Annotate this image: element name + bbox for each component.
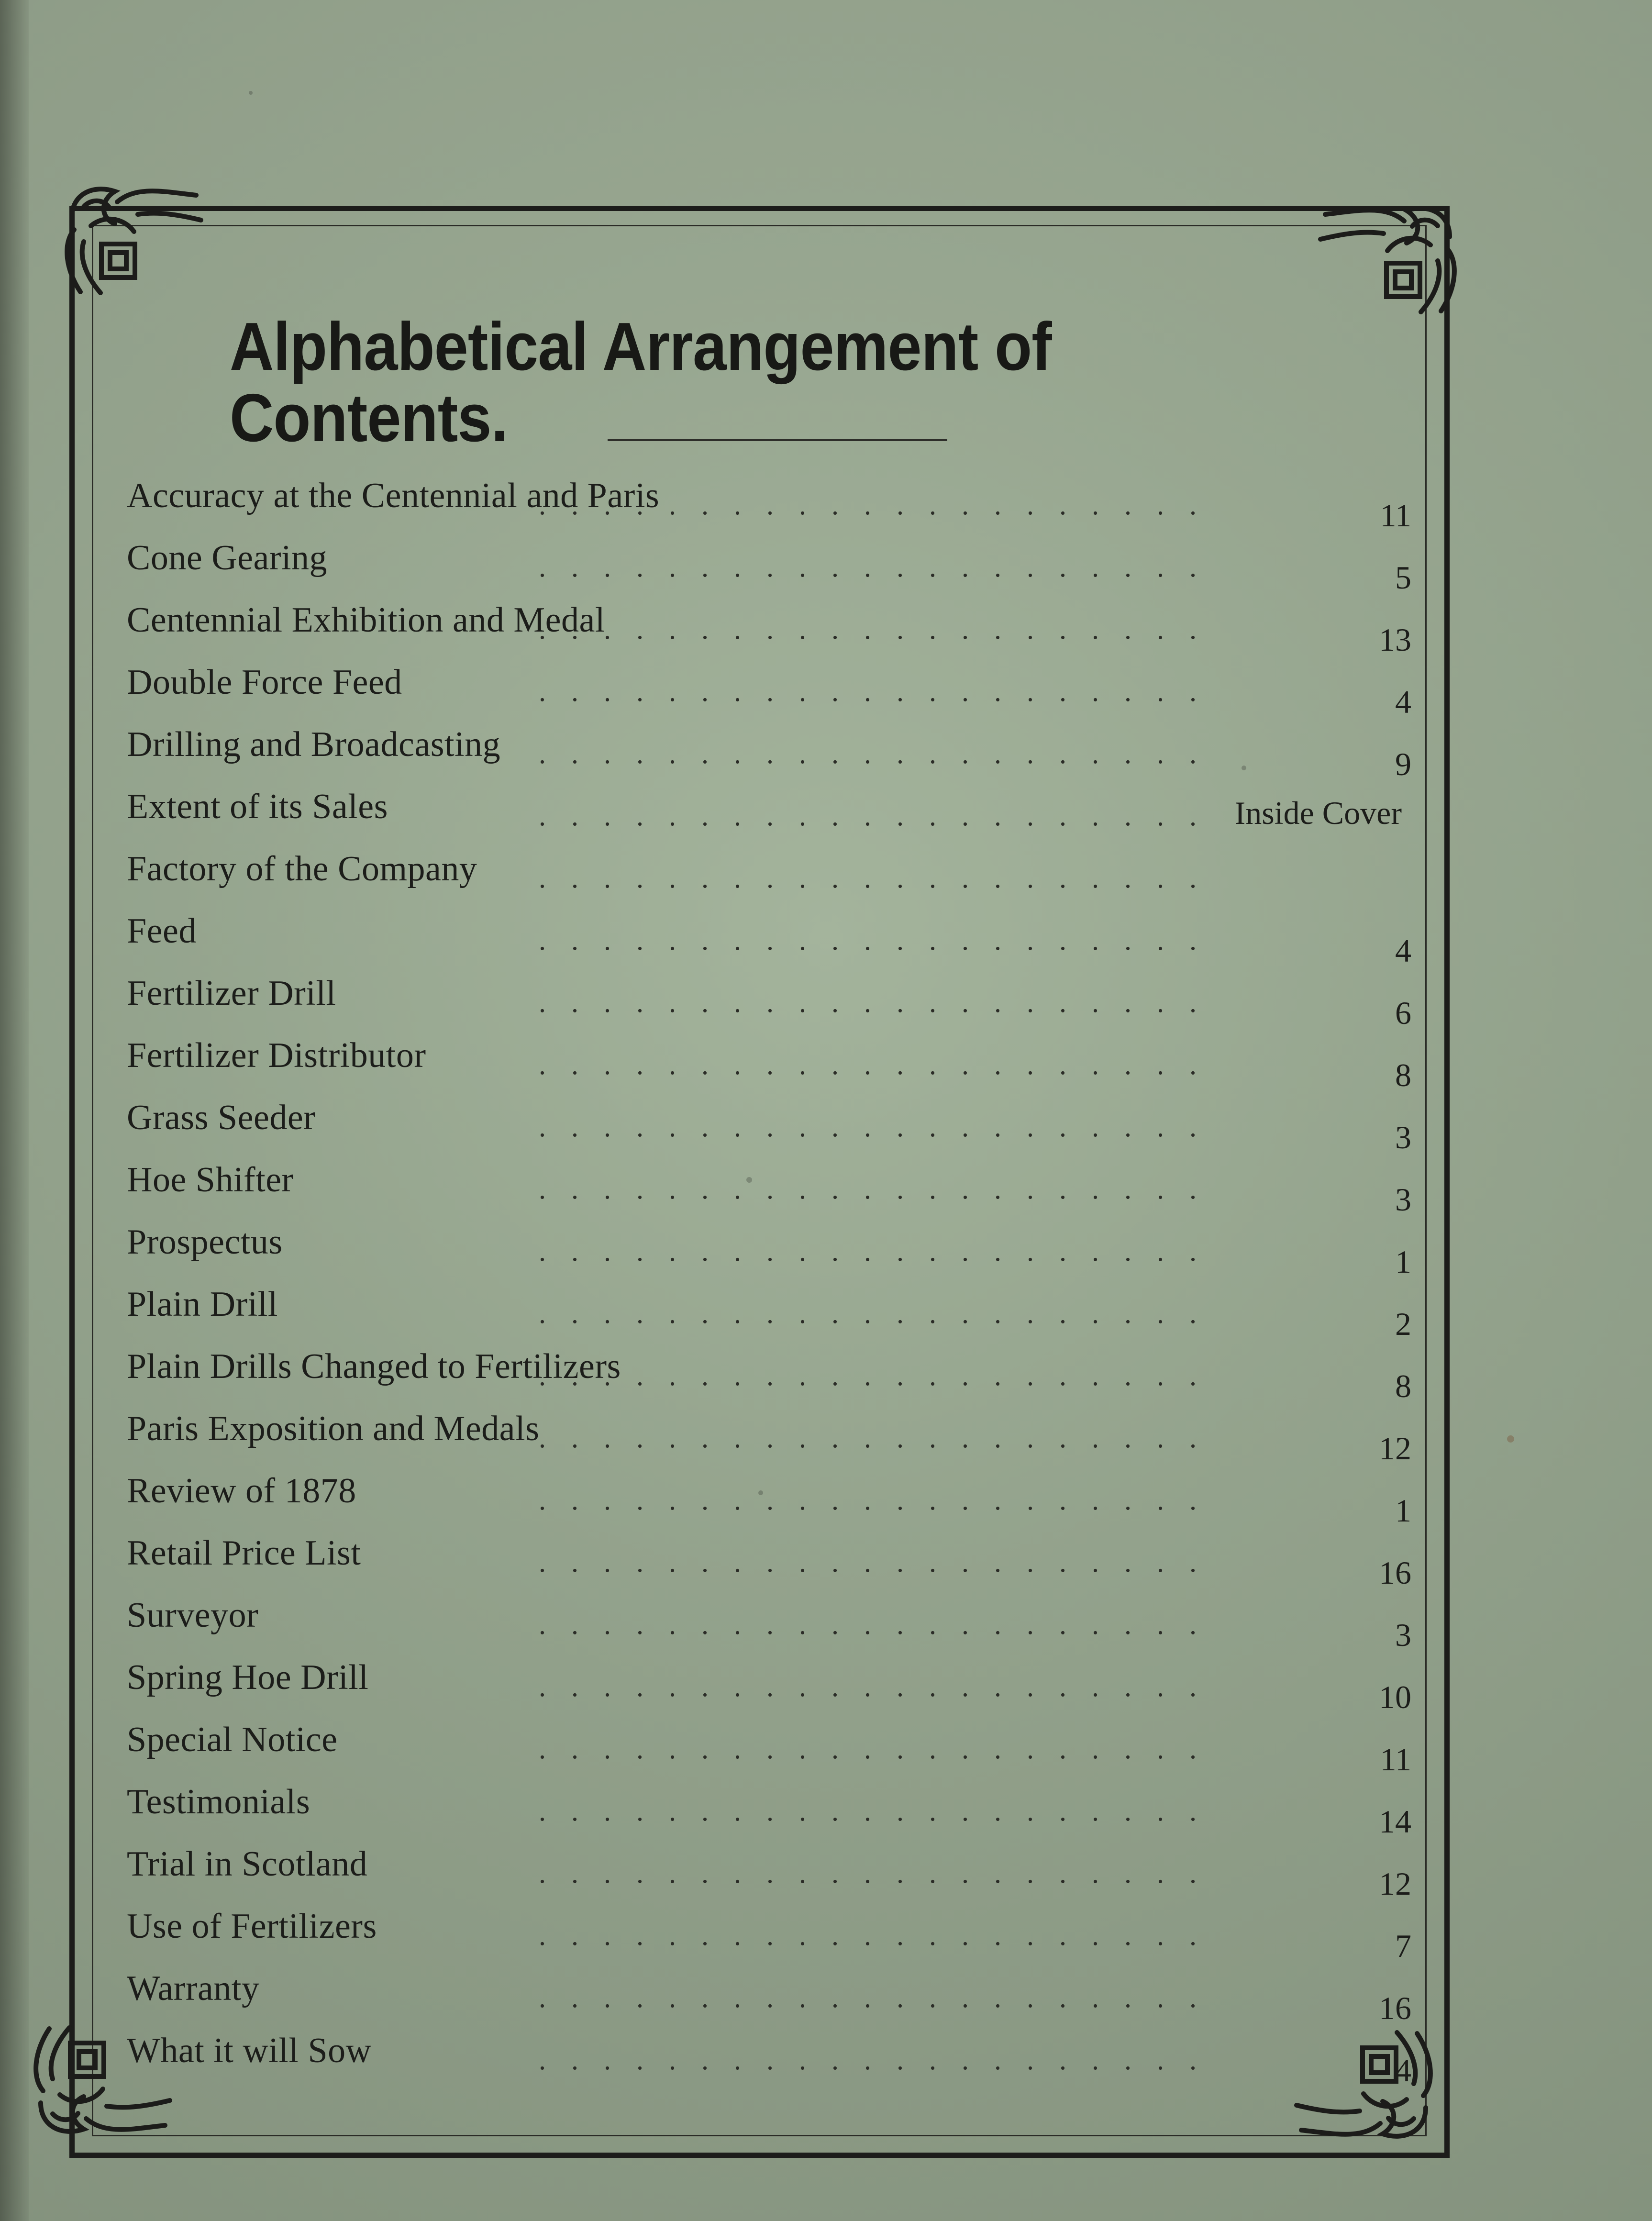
entry-title: Paris Exposition and Medals — [127, 1409, 540, 1448]
entry-page-number: 7 — [1395, 1928, 1411, 1964]
toc-entry — [127, 1840, 1411, 1902]
entry-title: Extent of its Sales — [127, 787, 388, 826]
paper-speck — [746, 1177, 752, 1183]
entry-page-number: 13 — [1379, 622, 1411, 658]
entry-page-number: 6 — [1395, 995, 1411, 1031]
dot-leader: . . . . . . . . . . . . . . . . . . . . . — [539, 2044, 1206, 2076]
toc-entry — [127, 1031, 1411, 1093]
dot-leader: . . . . . . . . . . . . . . . . . . . . . — [539, 1609, 1206, 1640]
dot-leader: . . . . . . . . . . . . . . . . . . . . . — [539, 1111, 1206, 1143]
entry-page-number: 4 — [1395, 2052, 1411, 2088]
toc-entry — [127, 533, 1411, 596]
table-of-contents — [127, 471, 1411, 2088]
toc-entry — [127, 1404, 1411, 1466]
entry-title: Prospectus — [127, 1222, 283, 1262]
dot-leader: . . . . . . . . . . . . . . . . . . . . . — [539, 1920, 1206, 1951]
dot-leader: . . . . . . . . . . . . . . . . . . . . . — [539, 1484, 1206, 1516]
entry-page-number: 3 — [1395, 1181, 1411, 1218]
entry-title: Grass Seeder — [127, 1098, 316, 1137]
entry-page-number: 3 — [1395, 1617, 1411, 1653]
entry-title: Testimonials — [127, 1782, 310, 1821]
dot-leader: . . . . . . . . . . . . . . . . . . . . . — [539, 551, 1206, 583]
toc-entry — [127, 1280, 1411, 1342]
toc-entry — [127, 1653, 1411, 1715]
entry-title: Review of 1878 — [127, 1471, 356, 1510]
toc-entry — [127, 1466, 1411, 1529]
toc-entry — [127, 720, 1411, 782]
entry-page-number: Inside Cover — [1234, 795, 1402, 831]
entry-page-number: 9 — [1395, 746, 1411, 782]
entry-title: Use of Fertilizers — [127, 1907, 377, 1946]
dot-leader: . . . . . . . . . . . . . . . . . . . . . — [539, 613, 1206, 645]
paper-speck — [1242, 766, 1246, 770]
binding-shadow — [0, 0, 29, 2221]
entry-title: Accuracy at the Centennial and Paris — [127, 476, 660, 515]
dot-leader: . . . . . . . . . . . . . . . . . . . . . — [539, 924, 1206, 956]
entry-title: Feed — [127, 911, 197, 951]
entry-title: Plain Drills Changed to Fertilizers — [127, 1347, 621, 1386]
toc-entry — [127, 658, 1411, 720]
entry-page-number: 10 — [1379, 1679, 1411, 1715]
toc-entry — [127, 2026, 1411, 2088]
toc-entry — [127, 1155, 1411, 1218]
entry-page-number: 16 — [1379, 1555, 1411, 1591]
toc-entry — [127, 1093, 1411, 1155]
entry-title: Special Notice — [127, 1720, 338, 1759]
dot-leader: . . . . . . . . . . . . . . . . . . . . . — [539, 1173, 1206, 1205]
toc-entry — [127, 782, 1411, 844]
entry-page-number: 4 — [1395, 933, 1411, 969]
corner-ornament — [1316, 191, 1464, 335]
entry-page-number: 16 — [1379, 1990, 1411, 2026]
corner-ornament — [57, 172, 206, 316]
entry-title: Factory of the Company — [127, 849, 477, 888]
entry-title: Surveyor — [127, 1596, 259, 1635]
entry-title: Trial in Scotland — [127, 1844, 368, 1884]
entry-title: Double Force Feed — [127, 663, 402, 702]
toc-entry — [127, 596, 1411, 658]
paper-speck — [1507, 1435, 1514, 1443]
dot-leader: . . . . . . . . . . . . . . . . . . . . . — [539, 1360, 1206, 1391]
entry-title: Hoe Shifter — [127, 1160, 294, 1199]
toc-entry — [127, 844, 1411, 907]
entry-page-number: 4 — [1395, 684, 1411, 720]
page-title: Alphabetical Arrangement of Contents. — [230, 309, 1052, 456]
entry-title: What it will Sow — [127, 2031, 372, 2070]
entry-page-number: 14 — [1379, 1803, 1411, 1840]
entry-title: Fertilizer Distributor — [127, 1036, 426, 1075]
toc-entry — [127, 1218, 1411, 1280]
dot-leader: . . . . . . . . . . . . . . . . . . . . . — [539, 862, 1206, 894]
entry-title: Retail Price List — [127, 1533, 361, 1573]
paper-speck — [249, 91, 253, 95]
dot-leader: . . . . . . . . . . . . . . . . . . . . . — [539, 800, 1206, 832]
toc-entry — [127, 1529, 1411, 1591]
dot-leader: . . . . . . . . . . . . . . . . . . . . . — [539, 1733, 1206, 1765]
entry-page-number: 11 — [1380, 1741, 1411, 1777]
dot-leader: . . . . . . . . . . . . . . . . . . . . . — [539, 1857, 1206, 1889]
toc-entry — [127, 1342, 1411, 1404]
dot-leader: . . . . . . . . . . . . . . . . . . . . . — [539, 1546, 1206, 1578]
entry-page-number: 2 — [1395, 1306, 1411, 1342]
toc-entry — [127, 969, 1411, 1031]
dot-leader: . . . . . . . . . . . . . . . . . . . . . — [539, 489, 1206, 521]
toc-entry — [127, 1591, 1411, 1653]
dot-leader: . . . . . . . . . . . . . . . . . . . . . — [539, 1795, 1206, 1827]
entry-title: Centennial Exhibition and Medal — [127, 600, 605, 640]
entry-title: Spring Hoe Drill — [127, 1658, 369, 1697]
dot-leader: . . . . . . . . . . . . . . . . . . . . . — [539, 676, 1206, 707]
dot-leader: . . . . . . . . . . . . . . . . . . . . . — [539, 1671, 1206, 1702]
dot-leader: . . . . . . . . . . . . . . . . . . . . . — [539, 987, 1206, 1018]
toc-entry — [127, 471, 1411, 533]
toc-entry — [127, 907, 1411, 969]
entry-page-number: 1 — [1395, 1492, 1411, 1529]
title-rule — [608, 439, 947, 441]
toc-entry — [127, 1902, 1411, 1964]
entry-page-number: 12 — [1379, 1866, 1411, 1902]
entry-page-number: 8 — [1395, 1368, 1411, 1404]
toc-entry — [127, 1964, 1411, 2026]
entry-title: Cone Gearing — [127, 538, 328, 577]
entry-title: Fertilizer Drill — [127, 974, 336, 1013]
entry-title: Plain Drill — [127, 1285, 278, 1324]
dot-leader: . . . . . . . . . . . . . . . . . . . . . — [539, 1298, 1206, 1329]
entry-title: Warranty — [127, 1969, 260, 2008]
toc-entry — [127, 1777, 1411, 1840]
entry-page-number: 1 — [1395, 1244, 1411, 1280]
entry-page-number: 12 — [1379, 1430, 1411, 1466]
paper-speck — [758, 1490, 763, 1495]
dot-leader: . . . . . . . . . . . . . . . . . . . . . — [539, 1049, 1206, 1080]
toc-entry — [127, 1715, 1411, 1777]
entry-page-number: 11 — [1380, 497, 1411, 533]
entry-page-number: 5 — [1395, 559, 1411, 596]
entry-title: Drilling and Broadcasting — [127, 725, 501, 764]
dot-leader: . . . . . . . . . . . . . . . . . . . . . — [539, 738, 1206, 769]
dot-leader: . . . . . . . . . . . . . . . . . . . . . — [539, 1422, 1206, 1454]
dot-leader: . . . . . . . . . . . . . . . . . . . . . — [539, 1235, 1206, 1267]
dot-leader: . . . . . . . . . . . . . . . . . . . . . — [539, 1982, 1206, 2013]
entry-page-number: 3 — [1395, 1119, 1411, 1155]
entry-page-number: 8 — [1395, 1057, 1411, 1093]
